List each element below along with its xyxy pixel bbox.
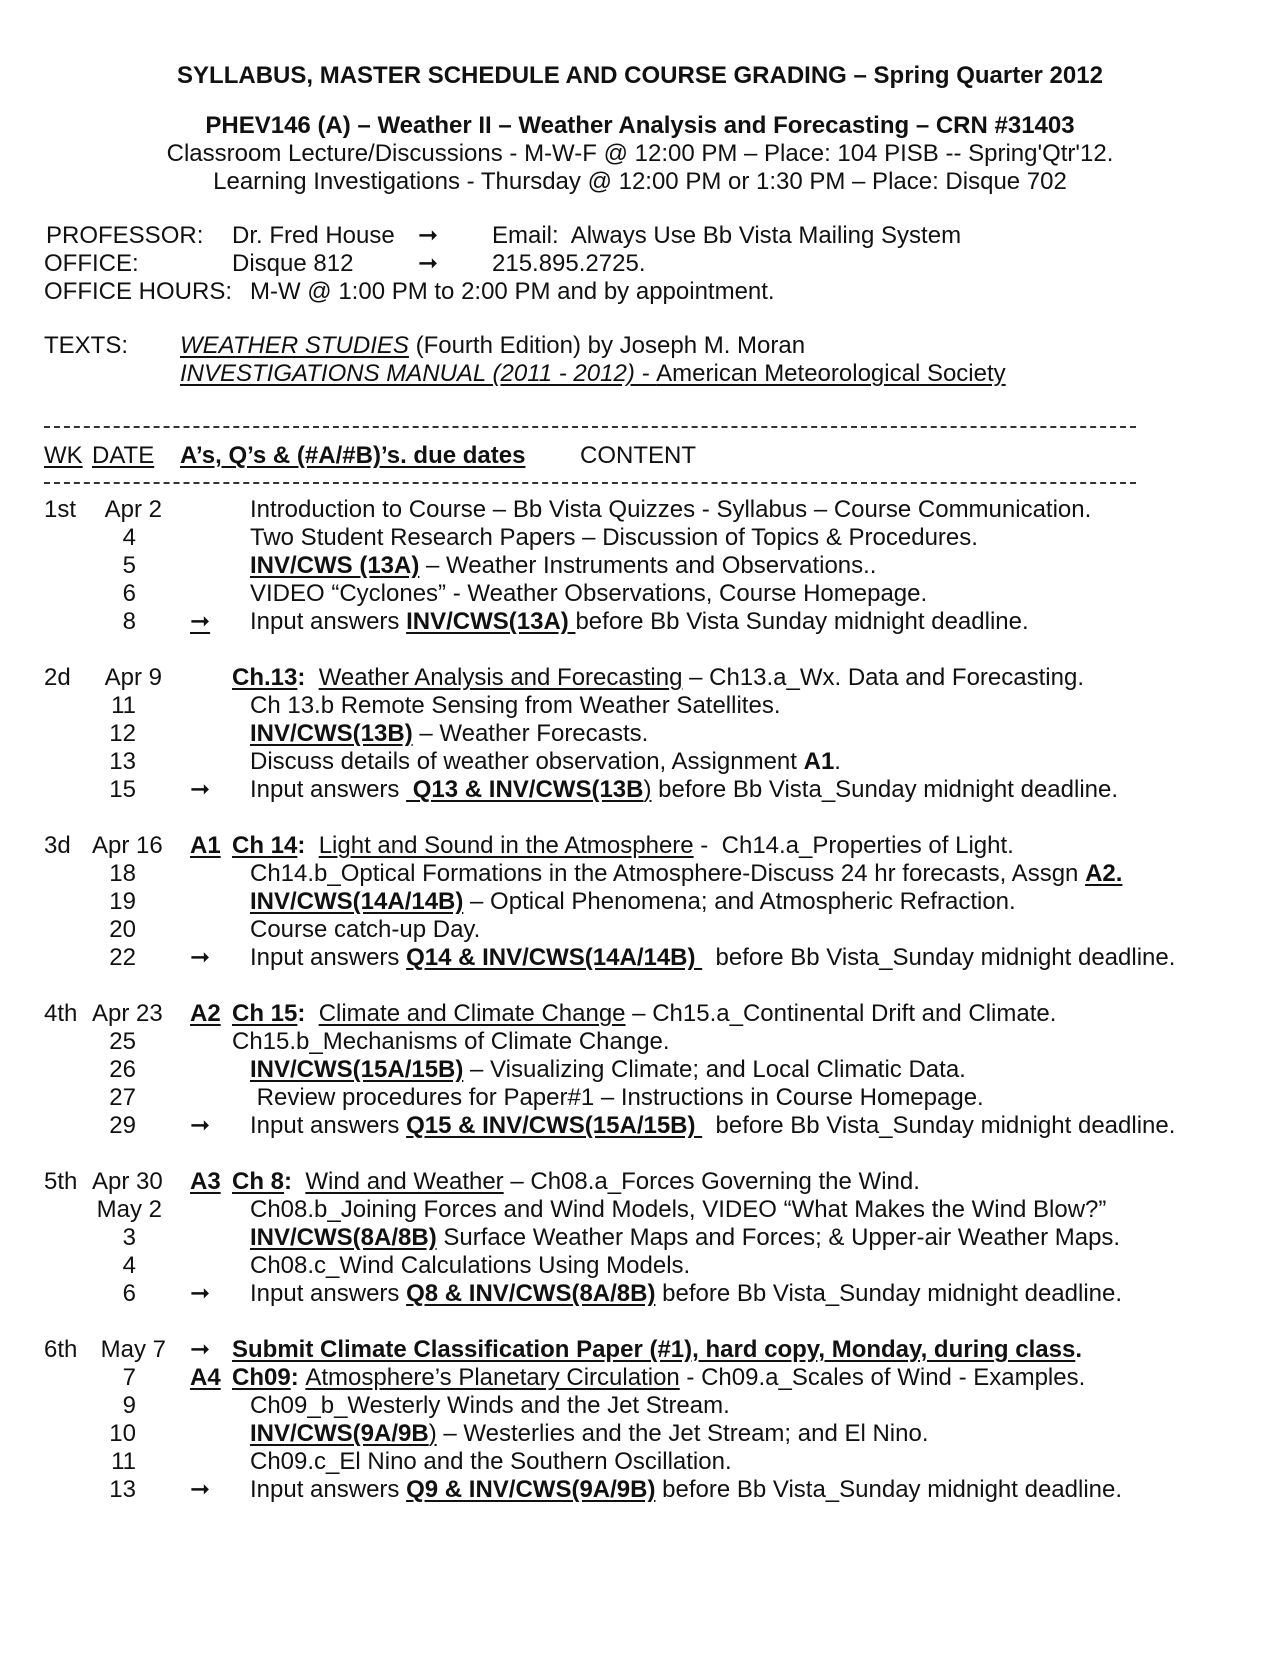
row-date: Apr 2 — [104, 496, 162, 523]
row-text: Surface Weather Maps and Forces; & Upper-air Weather Maps. — [436, 1224, 1121, 1251]
row-text: . — [834, 748, 841, 775]
row-content — [250, 720, 648, 748]
row-text: Input answers — [250, 1476, 407, 1503]
textbook-1-title: WEATHER STUDIES — [180, 332, 409, 359]
row-date: 26 — [109, 1056, 136, 1083]
row-content — [250, 1476, 1122, 1504]
textbook-2 — [180, 360, 1006, 388]
row-date: 12 — [109, 720, 136, 747]
professor-email: Email: Always Use Bb Vista Mailing System — [492, 222, 962, 249]
lab-info: Learning Investigations - Thursday @ 12:00 PM or 1:30 PM – Place: Disque 702 — [213, 168, 1067, 195]
row-date: 3 — [122, 1224, 136, 1251]
row-date: 20 — [109, 916, 136, 943]
row-date: Apr 16 — [92, 832, 163, 859]
row-content — [232, 1168, 920, 1196]
textbook-2-title: INVESTIGATIONS MANUAL (2011 - 2012) - — [180, 360, 657, 387]
inv-label: INV/CWS(15A/15B) — [250, 1056, 464, 1083]
row-date: 29 — [109, 1112, 136, 1139]
inv-label: INV/CWS (13A) — [250, 552, 420, 579]
row-text: Input answers — [250, 944, 407, 971]
row-content: Ch08.b_Joining Forces and Wind Models, VIDEO “What Makes the Wind Blow?” — [250, 1196, 1107, 1223]
row-date: May 2 — [96, 1196, 162, 1223]
office-hours-label: OFFICE HOURS: — [44, 278, 233, 305]
row-date: Apr 23 — [92, 1000, 163, 1027]
row-content — [250, 776, 1118, 804]
office-phone: 215.895.2725. — [492, 250, 646, 277]
row-content: Ch09.c_El Nino and the Southern Oscillation. — [250, 1448, 732, 1475]
assignment-label: A1 — [803, 748, 835, 775]
assignment-due: A3 — [190, 1168, 221, 1195]
row-content: Introduction to Course – Bb Vista Quizzes - Syllabus – Course Communication. — [250, 496, 1092, 523]
due-item: Q13 & INV/CWS(13B — [406, 776, 644, 803]
row-content: Review procedures for Paper#1 – Instructions in Course Homepage. — [250, 1084, 984, 1111]
row-text: Discuss details of weather observation, Assignment — [250, 748, 804, 775]
week-number: 1st — [44, 496, 77, 523]
row-date: 18 — [109, 860, 136, 887]
chapter-label: Ch.13 — [232, 664, 298, 691]
textbook-2-publisher: American Meteorological Society — [656, 360, 1006, 387]
row-text: before Bb Vista_Sunday midnight deadline. — [702, 1112, 1176, 1139]
col-header-date: DATE — [92, 442, 155, 469]
row-date: 5 — [122, 552, 136, 579]
chapter-title: Climate and Climate Change — [318, 1000, 626, 1027]
row-date: Apr 9 — [104, 664, 162, 691]
row-text: before Bb Vista_Sunday midnight deadline. — [655, 1476, 1123, 1503]
week-number: 6th — [44, 1336, 78, 1363]
row-text: before Bb Vista Sunday midnight deadline. — [575, 608, 1029, 635]
row-date: May 7 — [100, 1336, 166, 1363]
col-header-content: CONTENT — [580, 442, 696, 469]
arrow-icon — [190, 776, 210, 804]
row-content — [250, 860, 1122, 888]
row-content — [250, 1420, 929, 1448]
due-item: Q14 & INV/CWS(14A/14B) — [406, 944, 703, 971]
week-number: 2d — [44, 664, 71, 691]
chapter-label: Ch 15 — [232, 1000, 298, 1027]
row-text: : — [284, 1168, 306, 1195]
divider — [44, 426, 1136, 428]
row-text: – Ch15.a_Continental Drift and Climate. — [625, 1000, 1057, 1027]
row-text: – Ch08.a_Forces Governing the Wind. — [503, 1168, 920, 1195]
row-text: – Ch13.a_Wx. Data and Forecasting. — [682, 664, 1084, 691]
row-date: 25 — [109, 1028, 136, 1055]
row-date: 13 — [109, 1476, 136, 1503]
due-item: INV/CWS(13A) — [406, 608, 576, 635]
row-date: 27 — [109, 1084, 136, 1111]
professor-name: Dr. Fred House — [232, 222, 395, 249]
row-content: Ch09_b_Westerly Winds and the Jet Stream. — [250, 1392, 730, 1419]
row-text: ) — [643, 776, 652, 803]
chapter-label: Ch09 — [232, 1364, 291, 1391]
arrow-icon — [190, 1336, 210, 1364]
row-date: 10 — [109, 1420, 136, 1447]
assignment-due: A1 — [190, 832, 221, 859]
professor-label: PROFESSOR: — [46, 222, 204, 249]
row-content — [250, 1112, 1175, 1140]
row-content: Two Student Research Papers – Discussion of Topics & Procedures. — [250, 524, 978, 551]
row-text: – Weather Instruments and Observations.. — [419, 552, 877, 579]
chapter-title: Light and Sound in the Atmosphere — [318, 832, 694, 859]
row-text: - Ch09.a_Scales of Wind - Examples. — [679, 1364, 1086, 1391]
row-text: before Bb Vista_Sunday midnight deadline. — [702, 944, 1176, 971]
col-header-wk: WK — [44, 442, 83, 469]
chapter-title: Wind and Weather — [305, 1168, 504, 1195]
row-date: 15 — [109, 776, 136, 803]
inv-label: INV/CWS(8A/8B) — [250, 1224, 437, 1251]
arrow-icon — [418, 222, 438, 250]
row-text: : — [290, 1364, 306, 1391]
arrow-icon — [190, 944, 210, 972]
row-content — [250, 1224, 1120, 1252]
chapter-label: Ch 8 — [232, 1168, 285, 1195]
row-date: 22 — [109, 944, 136, 971]
chapter-title: Weather Analysis and Forecasting — [318, 664, 683, 691]
row-text: - Ch14.a_Properties of Light. — [693, 832, 1014, 859]
row-text: – Weather Forecasts. — [412, 720, 649, 747]
assignment-due: A4 — [190, 1364, 221, 1391]
page-title: SYLLABUS, MASTER SCHEDULE AND COURSE GRADING – Spring Quarter 2012 — [177, 62, 1103, 89]
row-date: 4 — [122, 1252, 136, 1279]
assignment-label: A2. — [1085, 860, 1123, 887]
arrow-icon — [190, 1280, 210, 1308]
row-text: before Bb Vista_Sunday midnight deadline. — [655, 1280, 1123, 1307]
inv-label: INV/CWS(14A/14B) — [250, 888, 464, 915]
row-content: Ch15.b_Mechanisms of Climate Change. — [232, 1028, 670, 1055]
inv-label: INV/CWS(13B) — [250, 720, 413, 747]
row-date: 6 — [122, 580, 136, 607]
row-date: 8 — [122, 608, 136, 635]
row-content: Ch 13.b Remote Sensing from Weather Satellites. — [250, 692, 781, 719]
row-content — [250, 944, 1175, 972]
row-text: . — [1075, 1336, 1082, 1363]
arrow-icon — [190, 1112, 210, 1140]
due-item: Q9 & INV/CWS(9A/9B) — [406, 1476, 656, 1503]
week-number: 4th — [44, 1000, 78, 1027]
row-content — [250, 552, 876, 580]
row-text: Input answers — [250, 1112, 407, 1139]
row-date: 4 — [122, 524, 136, 551]
row-text: : — [297, 1000, 319, 1027]
row-text: ) — [428, 1420, 437, 1447]
row-text: Ch14.b_Optical Formations in the Atmosphere-Discuss 24 hr forecasts, Assgn — [250, 860, 1086, 887]
row-date: 11 — [111, 1448, 136, 1475]
texts-label: TEXTS: — [44, 332, 129, 359]
row-content — [232, 664, 1084, 692]
row-date: 19 — [109, 888, 136, 915]
row-text: – Visualizing Climate; and Local Climatic Data. — [463, 1056, 966, 1083]
arrow-icon — [418, 250, 438, 278]
row-text: Input answers — [250, 1280, 407, 1307]
assignment-due: A2 — [190, 1000, 221, 1027]
course-title: PHEV146 (A) – Weather II – Weather Analysis and Forecasting – CRN #31403 — [205, 112, 1075, 139]
row-text: – Optical Phenomena; and Atmospheric Refraction. — [463, 888, 1016, 915]
week-number: 3d — [44, 832, 71, 859]
row-text: Input answers — [250, 608, 407, 635]
chapter-label: Ch 14 — [232, 832, 298, 859]
row-content: Ch08.c_Wind Calculations Using Models. — [250, 1252, 691, 1279]
due-item: Q8 & INV/CWS(8A/8B) — [406, 1280, 656, 1307]
row-content — [232, 1336, 1082, 1364]
row-text: : — [297, 832, 319, 859]
row-content — [232, 832, 1014, 860]
row-content — [250, 608, 1029, 636]
office-room: Disque 812 — [232, 250, 354, 277]
row-text: – Westerlies and the Jet Stream; and El Nino. — [436, 1420, 929, 1447]
row-content — [232, 1364, 1085, 1392]
lecture-info: Classroom Lecture/Discussions - M-W-F @ 12:00 PM – Place: 104 PISB -- Spring'Qtr'12. — [166, 140, 1114, 167]
row-content — [232, 1000, 1056, 1028]
office-label: OFFICE: — [44, 250, 139, 277]
row-date: 13 — [109, 748, 136, 775]
row-content: VIDEO “Cyclones” - Weather Observations, Course Homepage. — [250, 580, 928, 607]
row-date: 7 — [122, 1364, 136, 1391]
paper-due: Submit Climate Classification Paper (#1), hard copy, Monday, during class — [232, 1336, 1076, 1363]
textbook-1 — [180, 332, 805, 360]
row-text: : — [297, 664, 319, 691]
row-text: before Bb Vista_Sunday midnight deadline. — [651, 776, 1119, 803]
inv-label: INV/CWS(9A/9B — [250, 1420, 429, 1447]
week-number: 5th — [44, 1168, 78, 1195]
row-content — [250, 1280, 1122, 1308]
arrow-icon — [190, 608, 210, 636]
row-content: Course catch-up Day. — [250, 916, 481, 943]
row-content — [250, 888, 1016, 916]
due-item: Q15 & INV/CWS(15A/15B) — [406, 1112, 703, 1139]
row-date: 11 — [111, 692, 136, 719]
row-date: Apr 30 — [92, 1168, 163, 1195]
chapter-title: Atmosphere’s Planetary Circulation — [305, 1364, 680, 1391]
col-header-due: A’s, Q’s & (#A/#B)’s. due dates — [180, 442, 526, 469]
textbook-1-author: (Fourth Edition) by Joseph M. Moran — [408, 332, 806, 359]
arrow-icon — [190, 1476, 210, 1504]
row-content — [250, 1056, 966, 1084]
divider — [44, 482, 1136, 484]
row-content — [250, 748, 841, 776]
row-text: Input answers — [250, 776, 407, 803]
row-date: 6 — [122, 1280, 136, 1307]
row-date: 9 — [122, 1392, 136, 1419]
office-hours: M-W @ 1:00 PM to 2:00 PM and by appointment. — [250, 278, 775, 305]
